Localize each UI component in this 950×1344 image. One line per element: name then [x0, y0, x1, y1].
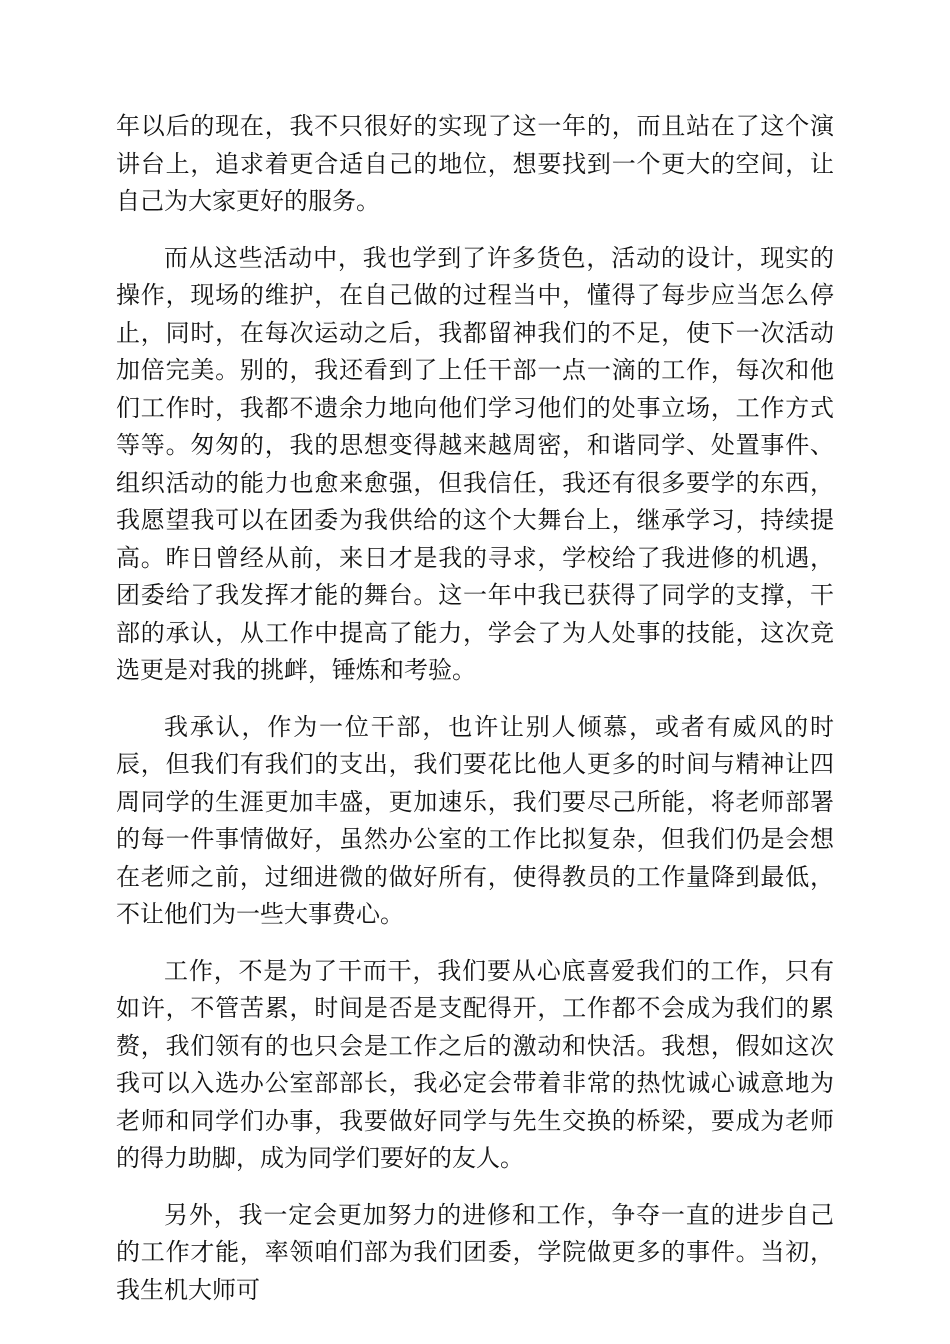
document-body [116, 108, 834, 1328]
paragraph-1: 年以后的现在，我不只很好的实现了这一年的，而且站在了这个演讲台上，追求着更合适自己的地位，想要找到一个更大的空间，让自己为大家更好的服务。 [116, 112, 834, 215]
paragraph-4: 工作，不是为了干而干，我们要从心底喜爱我们的工作，只有如许，不管苦累，时间是否是支配得开，工作都不会成为我们的累赘，我们领有的也只会是工作之后的激动和快活。我想，假如这次我可以入选办公室部部长，我必定会带着非常的热忱诚心诚意地为老师和同学们办事，我要做好同学与先生交换的桥梁，要成为老师的得力助脚，成为同学们要好的友人。 [116, 956, 834, 1172]
paragraph-3: 我承认，作为一位干部，也许让别人倾慕，或者有威风的时辰，但我们有我们的支出，我们要花比他人更多的时间与精神让四周同学的生涯更加丰盛，更加速乐，我们要尽己所能，将老师部署的每一件事情做好，虽然办公室的工作比拟复杂，但我们仍是会想在老师之前，过细进微的做好所有，使得教员的工作量降到最低，不让他们为一些大事费心。 [116, 712, 834, 928]
paragraph-2: 而从这些活动中，我也学到了许多货色，活动的设计，现实的操作，现场的维护，在自己做的过程当中，懂得了每步应当怎么停止，同时，在每次运动之后，我都留神我们的不足，使下一次活动加倍完美。别的，我还看到了上任干部一点一滴的工作，每次和他们工作时，我都不遗余力地向他们学习他们的处事立场，工作方式等等。匆匆的，我的思想变得越来越周密，和谐同学、处置事件、组织活动的能力也愈来愈强，但我信任，我还有很多要学的东西，我愿望我可以在团委为我供给的这个大舞台上，继承学习，持续提高。昨日曾经从前，来日才是我的寻求，学校给了我进修的机遇，团委给了我发挥才能的舞台。这一年中我已获得了同学的支撑，干部的承认，从工作中提高了能力，学会了为人处事的技能，这次竞选更是对我的挑衅，锤炼和考验。 [116, 243, 834, 684]
paragraph-5: 另外，我一定会更加努力的进修和工作，争夺一直的进步自己的工作才能，率领咱们部为我们团委，学院做更多的事件。当初，我生机大师可 [116, 1200, 834, 1304]
